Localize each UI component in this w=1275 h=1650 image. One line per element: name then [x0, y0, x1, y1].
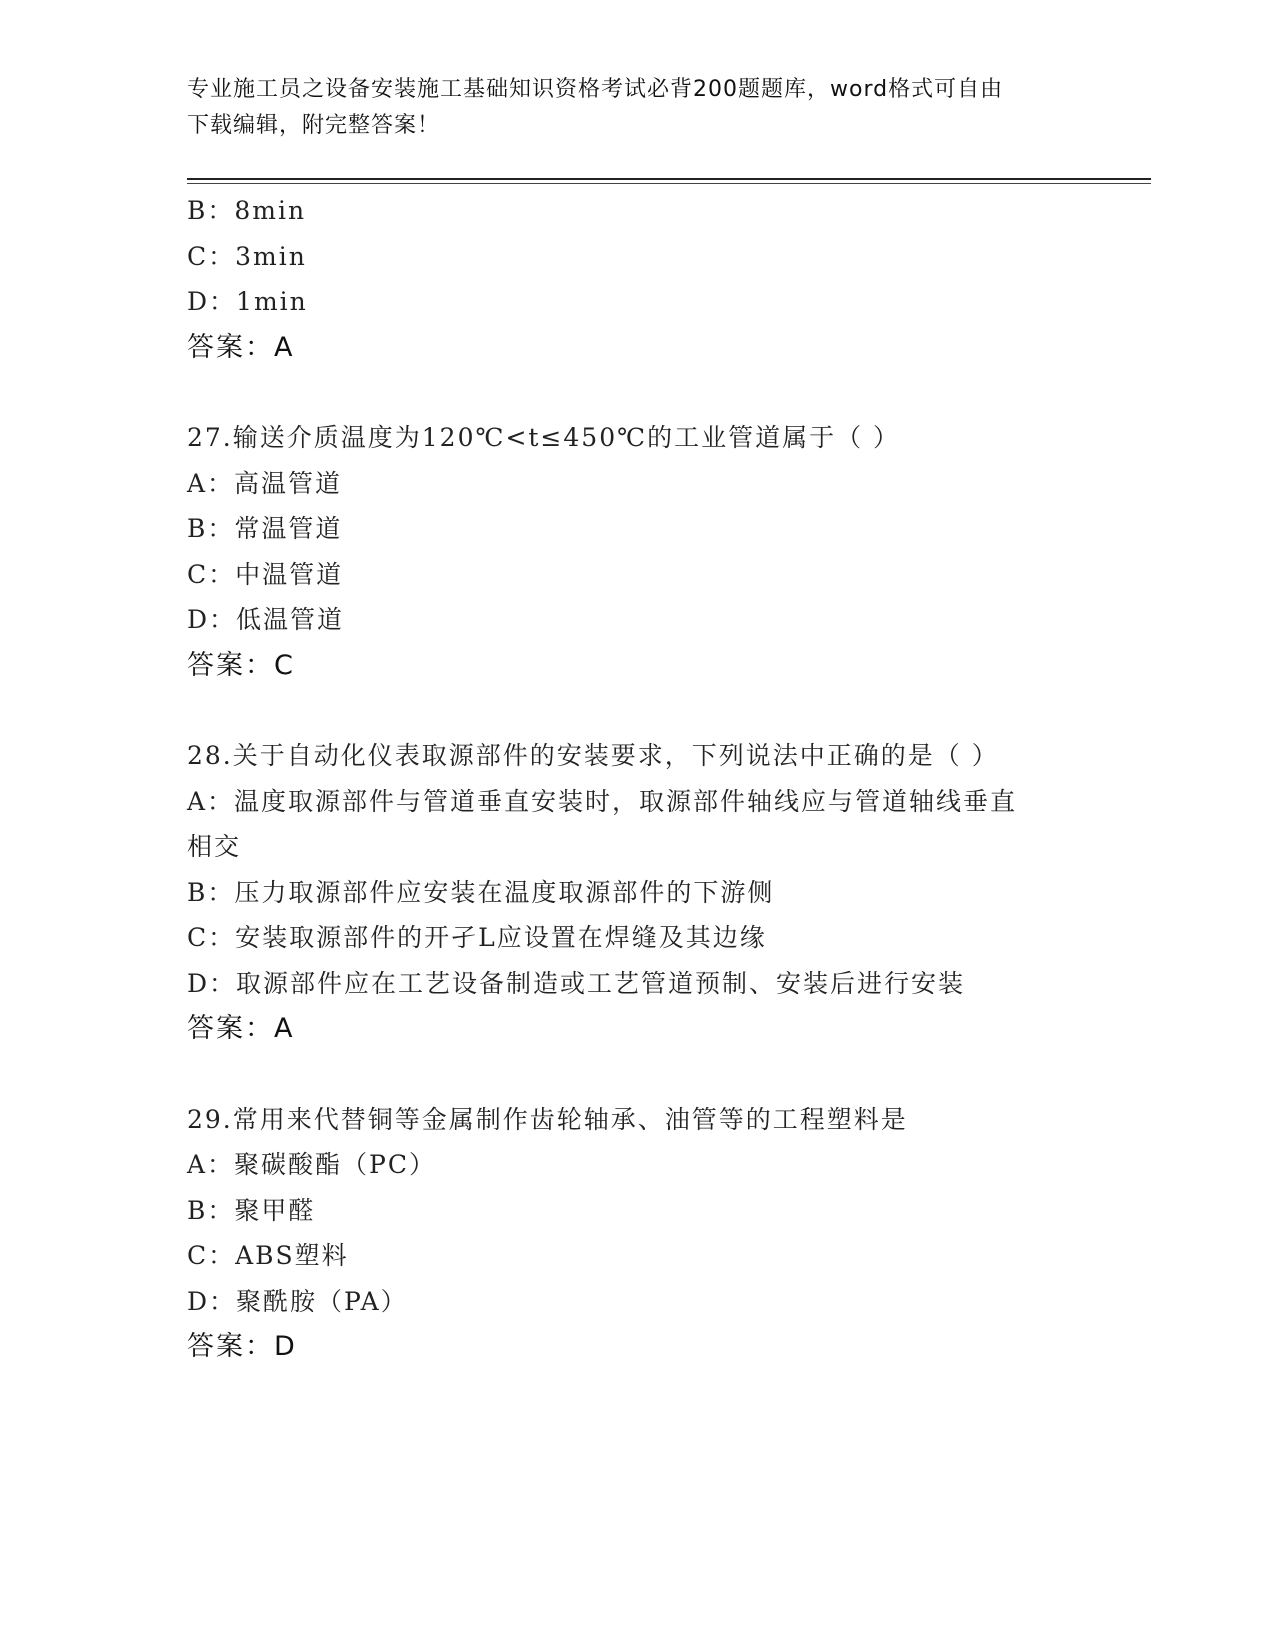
spacer [187, 370, 1087, 415]
option-d: D：1min [187, 287, 308, 316]
header-divider-thick [187, 178, 1151, 180]
option-c: C：安装取源部件的开孑L应设置在焊缝及其边缘 [187, 923, 767, 952]
option-a-line-1: A：温度取源部件与管道垂直安装时，取源部件轴线应与管道轴线垂直 [187, 786, 1018, 816]
question-block-29 [187, 1097, 1087, 1370]
option-a-line-2: 相交 [187, 832, 242, 861]
option-b: B：压力取源部件应安装在温度取源部件的下游侧 [187, 877, 775, 907]
question-block-26 [187, 188, 1087, 370]
option-a: A：聚碳酸酯（PC） [187, 1150, 437, 1179]
header-title-line-2: 下载编辑，附完整答案！ [187, 113, 441, 138]
option-c: C：3min [187, 241, 307, 271]
question-stem: 29.常用来代替铜等金属制作齿轮轴承、油管等的工程塑料是 [187, 1104, 908, 1134]
question-block-27 [187, 415, 1087, 688]
answer-label: 答案：A [187, 331, 295, 363]
option-d: D：低温管道 [187, 605, 345, 634]
option-d: D：聚酰胺（PA） [187, 1286, 408, 1316]
question-stem: 28.关于自动化仪表取源部件的安装要求，下列说法中正确的是（ ） [187, 741, 999, 770]
answer-label: 答案：A [187, 1013, 295, 1044]
question-content [187, 188, 1087, 1370]
question-stem: 27.输送介质温度为120℃<t≤450℃的工业管道属于（ ） [187, 423, 901, 452]
header-divider-thin [187, 183, 1151, 184]
option-b: B：聚甲醛 [187, 1195, 316, 1225]
option-c: C：中温管道 [187, 559, 344, 589]
option-a: A：高温管道 [187, 468, 343, 498]
spacer [187, 1052, 1087, 1097]
answer-label: 答案：D [187, 1331, 297, 1362]
spacer [187, 688, 1087, 733]
option-b: B：8min [187, 196, 307, 225]
header-title-line-1: 专业施工员之设备安装施工基础知识资格考试必背200题题库，word格式可自由 [187, 77, 1004, 102]
option-d: D：取源部件应在工艺设备制造或工艺管道预制、安装后进行安装 [187, 968, 966, 998]
document-header [187, 72, 1067, 144]
option-c: C：ABS塑料 [187, 1241, 349, 1270]
option-b: B：常温管道 [187, 514, 343, 543]
question-block-28 [187, 733, 1087, 1052]
answer-label: 答案：C [187, 649, 295, 681]
